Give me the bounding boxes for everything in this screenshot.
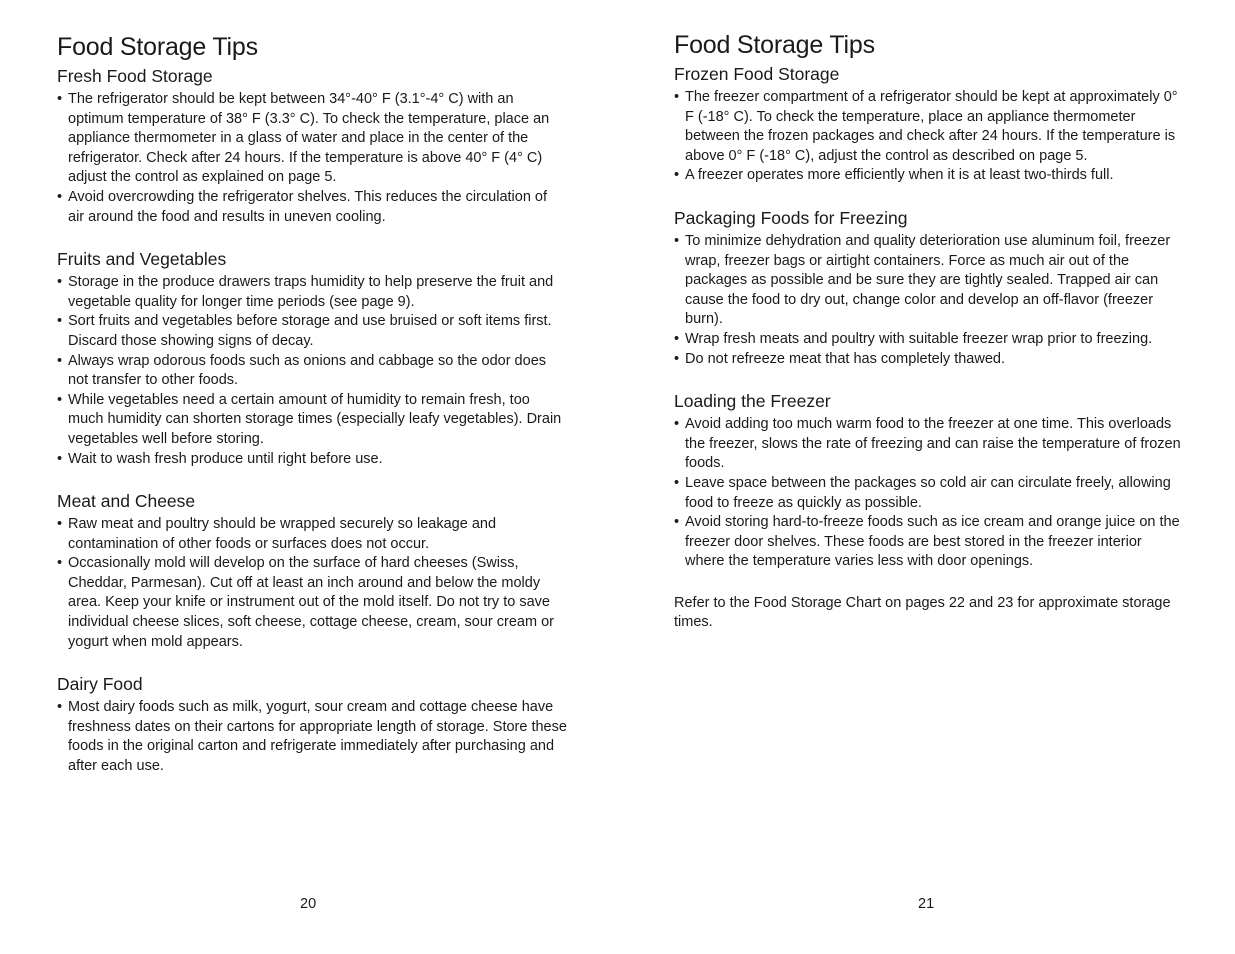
list-item: • To minimize dehydration and quality deterioration use aluminum foil, freezer wrap, freezer bags or airtight containers. Force as much air out of the packages as possible and be sure they are tightly sealed. Trapped air can cause the food to dry out, change color and develop an off-flavor (freezer burn).	[674, 232, 1184, 330]
bullet-list	[57, 698, 567, 776]
list-item: • Avoid adding too much warm food to the freezer at one time. This overloads the freezer, slows the rate of freezing and can raise the temperature of frozen foods.	[674, 415, 1184, 474]
bullet-list	[57, 515, 567, 652]
list-item: • Sort fruits and vegetables before storage and use bruised or soft items first. Discard those showing signs of decay.	[57, 312, 567, 351]
bullet-list	[674, 88, 1184, 186]
right-page	[674, 0, 1184, 633]
section-heading: Meat and Cheese	[57, 491, 196, 512]
page-number: 21	[918, 896, 935, 912]
section-heading: Packaging Foods for Freezing	[674, 207, 908, 228]
bullet-list	[57, 90, 567, 227]
section-heading: Loading the Freezer	[674, 391, 831, 412]
list-item: • Most dairy foods such as milk, yogurt, sour cream and cottage cheese have freshness dates on their cartons for appropriate length of storage. Store these foods in the original carton and refrigerate immediately after purchasing and after each use.	[57, 698, 567, 776]
list-item: • Do not refreeze meat that has completely thawed.	[674, 350, 1184, 370]
section-heading: Fruits and Vegetables	[57, 249, 227, 270]
bullet-list	[57, 273, 567, 469]
list-item: • Leave space between the packages so cold air can circulate freely, allowing food to freeze as quickly as possible.	[674, 474, 1184, 513]
section-frozen-food-storage	[674, 64, 1184, 186]
section-loading-the-freezer	[674, 391, 1184, 572]
section-fruits-and-vegetables	[57, 249, 567, 469]
section-heading: Frozen Food Storage	[674, 64, 840, 84]
list-item: • Avoid overcrowding the refrigerator shelves. This reduces the circulation of air around the food and results in uneven cooling.	[57, 188, 567, 227]
section-heading: Dairy Food	[57, 674, 143, 695]
left-page	[57, 0, 567, 777]
list-item: • The refrigerator should be kept between 34°-40° F (3.1°-4° C) with an optimum temperature of 38° F (3.3° C). To check the temperature, place an appliance thermometer in a glass of water and place in the center of the refrigerator. Check after 24 hours. If the temperature is above 40° F (4° C) adjust the control as explained on page 5.	[57, 90, 567, 188]
list-item: • Raw meat and poultry should be wrapped securely so leakage and contamination of other foods or surfaces does not occur.	[57, 515, 567, 554]
list-item: • Always wrap odorous foods such as onions and cabbage so the odor does not transfer to other foods.	[57, 352, 567, 391]
section-fresh-food-storage	[57, 66, 567, 227]
list-item: • Occasionally mold will develop on the surface of hard cheeses (Swiss, Cheddar, Parmesan). Cut off at least an inch around and below the moldy area. Keep your knife or instrument out of the mold itself. Do not try to save individual cheese slices, soft cheese, cottage cheese, cream, sour cream or yogurt when mold appears.	[57, 554, 567, 652]
page-number: 20	[300, 896, 317, 912]
section-meat-and-cheese	[57, 491, 567, 652]
page-title: Food Storage Tips	[57, 33, 258, 61]
bullet-list	[674, 415, 1184, 572]
storage-chart-note: Refer to the Food Storage Chart on pages 22 and 23 for approximate storage times.	[674, 594, 1171, 631]
page-title: Food Storage Tips	[674, 31, 875, 59]
section-dairy-food	[57, 674, 567, 776]
list-item: • Wait to wash fresh produce until right before use.	[57, 450, 567, 470]
list-item: • A freezer operates more efficiently when it is at least two-thirds full.	[674, 166, 1184, 186]
section-packaging-foods-for-freezing	[674, 208, 1184, 369]
list-item: • Avoid storing hard-to-freeze foods such as ice cream and orange juice on the freezer door shelves. These foods are best stored in the freezer interior where the temperature varies less with door openings.	[674, 513, 1184, 572]
list-item: • Storage in the produce drawers traps humidity to help preserve the fruit and vegetable quality for longer time periods (see page 9).	[57, 273, 567, 312]
list-item: • Wrap fresh meats and poultry with suitable freezer wrap prior to freezing.	[674, 330, 1184, 350]
section-heading: Fresh Food Storage	[57, 66, 213, 86]
list-item: • While vegetables need a certain amount of humidity to remain fresh, too much humidity can shorten storage times (especially leafy vegetables). Drain vegetables well before storing.	[57, 391, 567, 450]
bullet-list	[674, 232, 1184, 369]
list-item: • The freezer compartment of a refrigerator should be kept at approximately 0° F (-18° C). To check the temperature, place an appliance thermometer between the frozen packages and check after 24 hours. If the temperature is above 0° F (-18° C), adjust the control as described on page 5.	[674, 88, 1184, 166]
